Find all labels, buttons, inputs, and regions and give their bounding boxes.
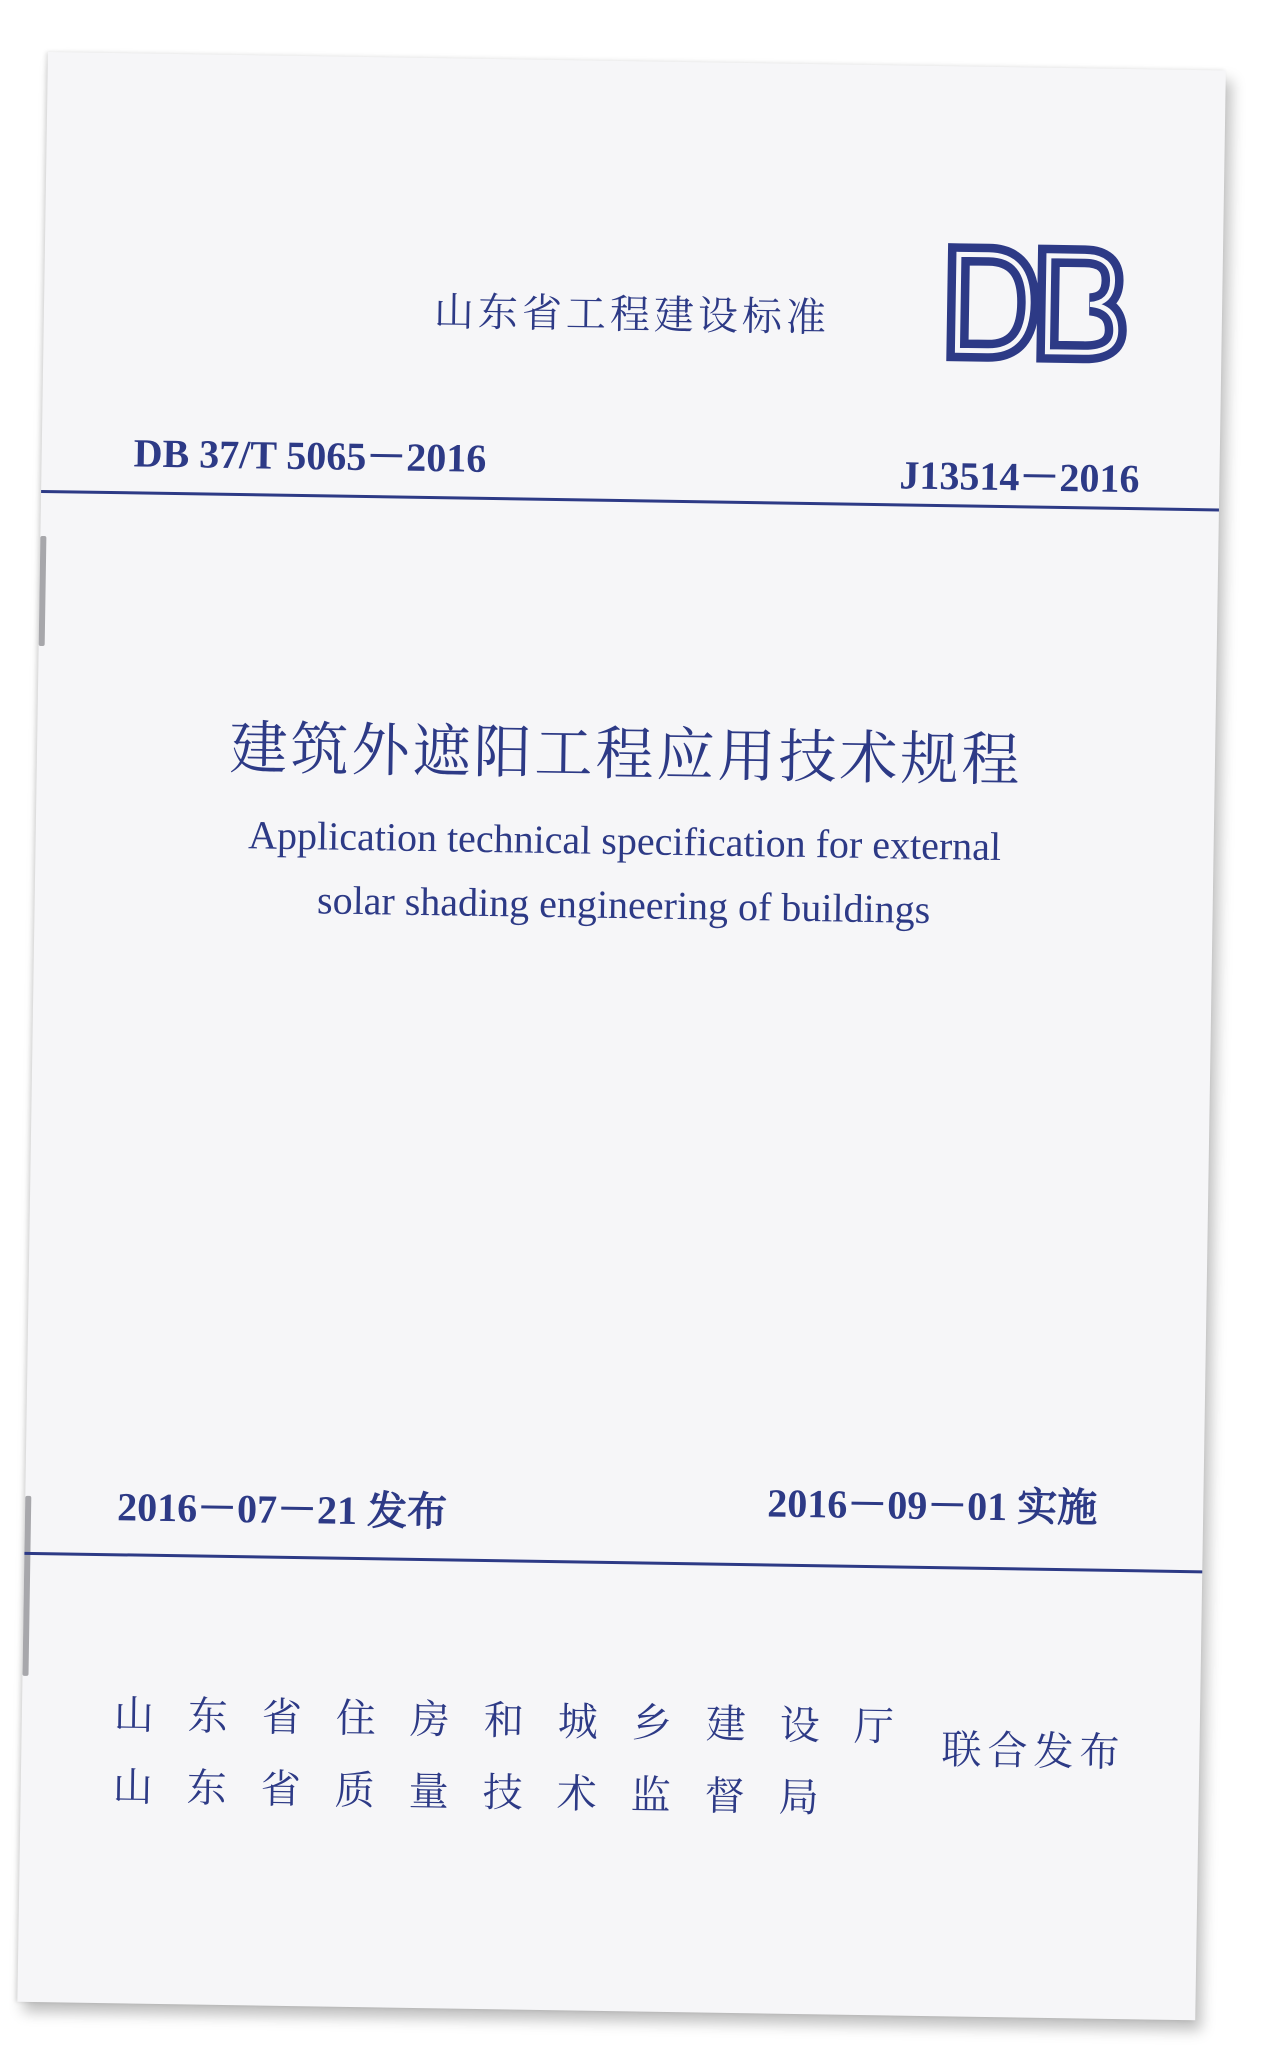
- db-logo: [943, 242, 1129, 365]
- issuer-quality-bureau: 山东省质量技术监督局: [112, 1764, 854, 1822]
- joint-issue-label: 联合发布: [941, 1727, 1126, 1777]
- standard-number: DB 37/T 5065－2016: [133, 430, 487, 481]
- standard-cover: [17, 52, 1225, 2020]
- staple-mark: [22, 1496, 31, 1676]
- record-number: J13514－2016: [899, 452, 1140, 502]
- divider: [24, 1552, 1202, 1574]
- title-english-line: Application technical specification for external: [247, 812, 1002, 870]
- issue-date: 2016－07－21 发布: [116, 1484, 448, 1535]
- title-chinese: 建筑外遮阳工程应用技术规程: [229, 713, 1024, 795]
- series-title: 山东省工程建设标准: [433, 289, 831, 342]
- staple-mark: [39, 536, 47, 646]
- implement-date: 2016－09－01 实施: [766, 1480, 1098, 1531]
- title-english-line: solar shading engineering of buildings: [316, 877, 931, 932]
- issuer-housing-dept: 山东省住房和城乡建设厅: [113, 1692, 929, 1752]
- title-english: [34, 800, 1214, 946]
